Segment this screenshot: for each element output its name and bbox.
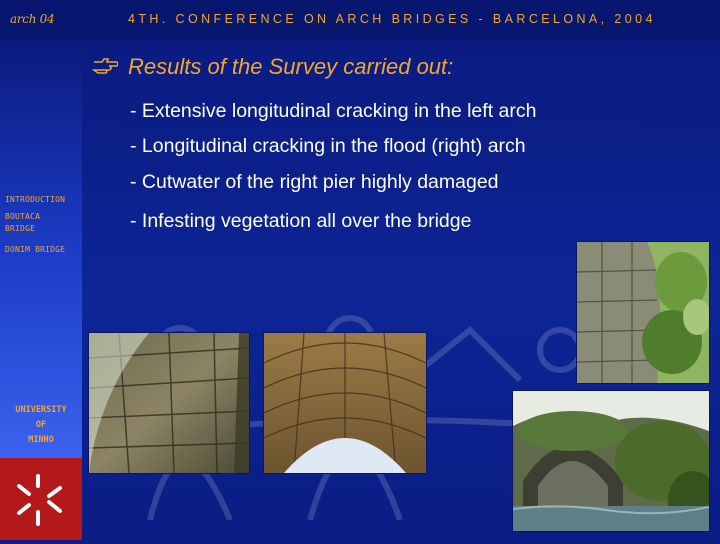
photo-bridge-vegetation <box>512 390 710 532</box>
bullet-item: - Extensive longitudinal cracking in the left arch <box>130 100 537 122</box>
university-line-1: UNIVERSITY <box>15 405 67 415</box>
heading-text: Results of the Survey carried out: <box>128 54 454 79</box>
sidebar-item-introduction[interactable]: INTRODUCTION <box>5 195 66 204</box>
conference-logo: arch 04 <box>10 12 55 26</box>
sidebar-item-donim-bridge[interactable]: DONIM BRIDGE <box>5 245 66 254</box>
top-bar <box>0 0 720 40</box>
pointing-hand-icon <box>92 54 118 80</box>
university-line-2: OF <box>35 420 47 430</box>
photo-left-arch-cracking <box>88 332 250 474</box>
photo-pier-vegetation <box>576 241 710 384</box>
conference-title: 4TH. CONFERENCE ON ARCH BRIDGES - BARCELONA, 2004 <box>128 12 656 26</box>
university-line-3: MINHO <box>28 435 54 445</box>
bullet-item: - Infesting vegetation all over the bridge <box>130 210 472 232</box>
photo-flood-arch-cracking <box>263 332 427 474</box>
sidebar-item-boutaca-bridge[interactable]: BOUTACA BRIDGE <box>5 212 41 233</box>
bullet-item: - Longitudinal cracking in the flood (right) arch <box>130 135 526 157</box>
university-logo-icon <box>0 458 82 540</box>
university-logo-box <box>0 458 82 540</box>
slide-heading <box>92 54 453 80</box>
bullet-item: - Cutwater of the right pier highly damaged <box>130 171 499 193</box>
university-name <box>0 403 82 448</box>
